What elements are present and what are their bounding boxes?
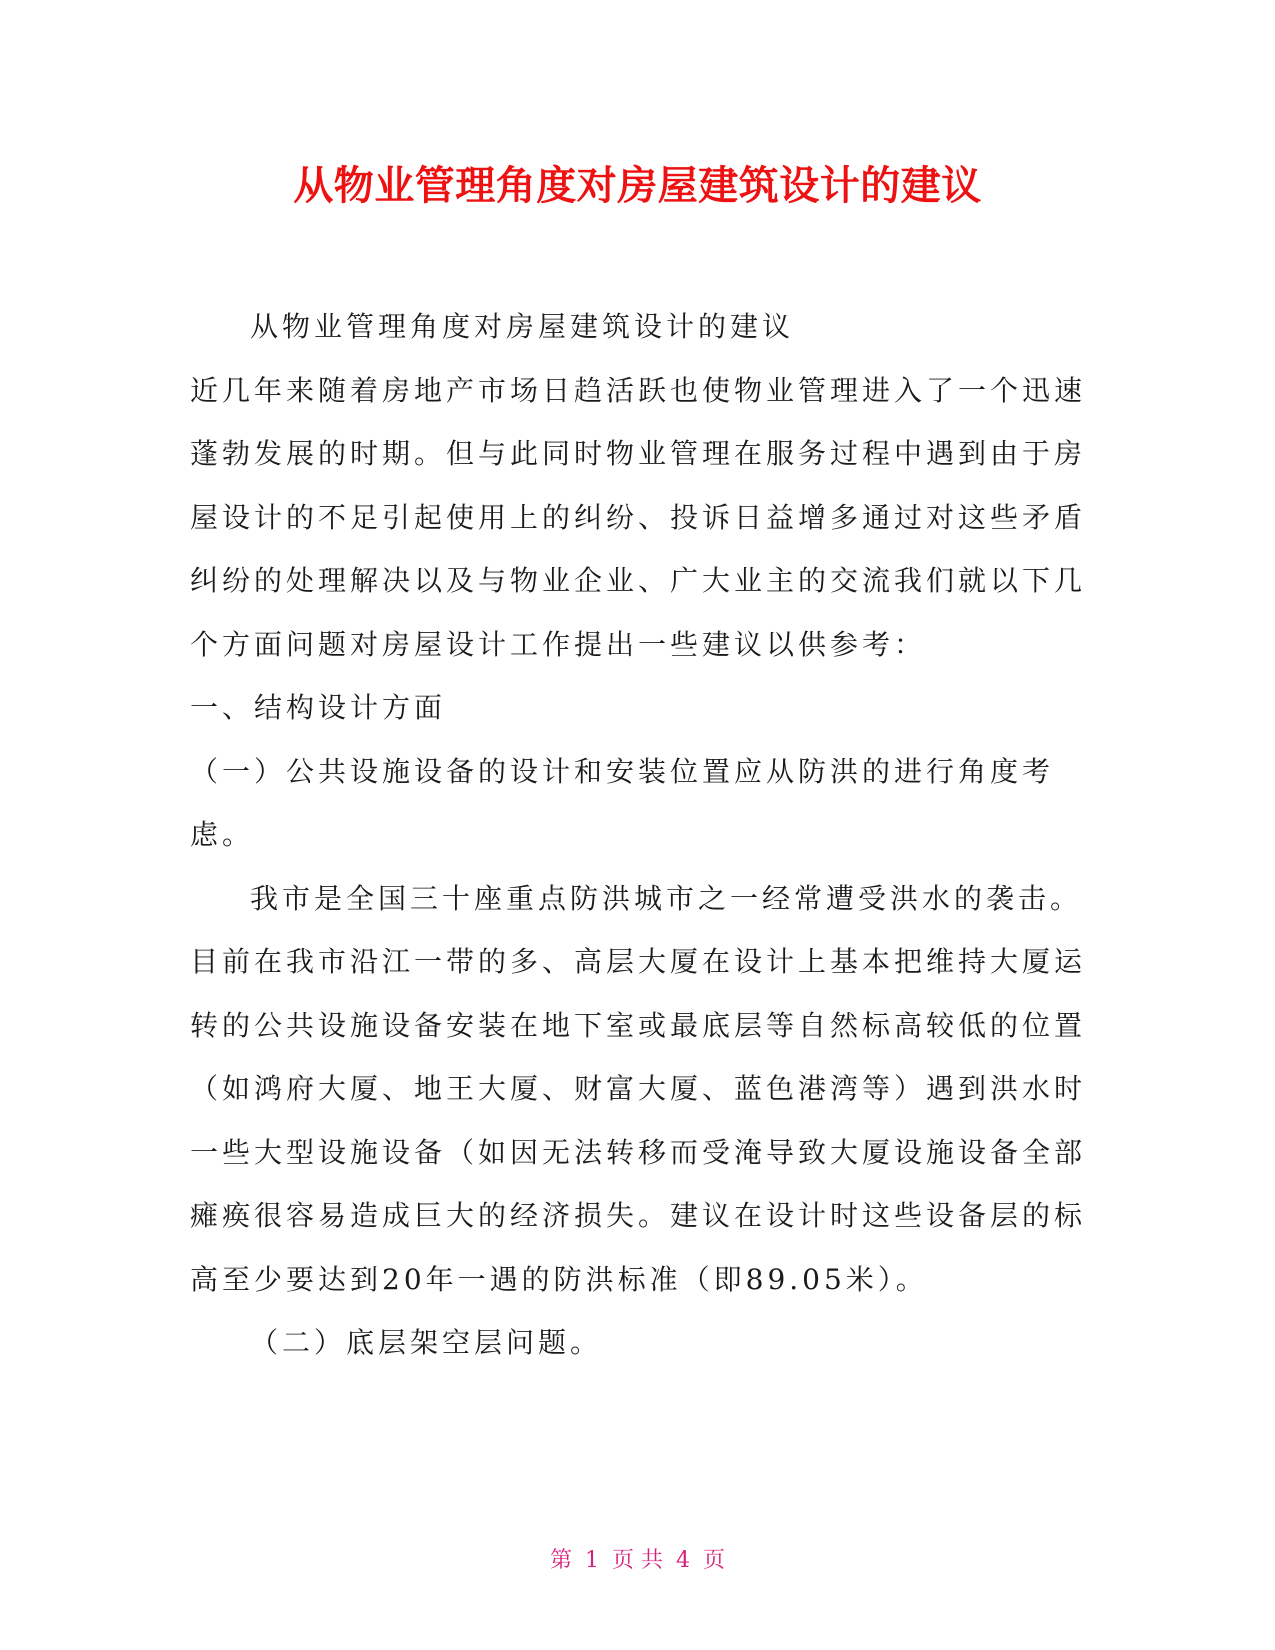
document-body bbox=[190, 295, 1090, 1375]
subsection-heading-2: （二）底层架空层问题。 bbox=[250, 1326, 603, 1359]
subsection-heading-1: （一）公共设施设备的设计和安装位置应从防洪的进行角度考虑。 bbox=[190, 754, 1055, 851]
intro-paragraph: 近几年来随着房地产市场日趋活跃也使物业管理进入了一个迅速蓬勃发展的时期。但与此同时物业管理在服务过程中遇到由于房屋设计的不足引起使用上的纠纷、投诉日益增多通过对这些矛盾纠纷的处理解决以及与物业企业、广大业主的交流我们就以下几个方面问题对房屋设计工作提出一些建议以供参考： bbox=[190, 373, 1087, 661]
subtitle-paragraph: 从物业管理角度对房屋建筑设计的建议 bbox=[250, 310, 795, 343]
footer-mid: 页 共 bbox=[612, 1548, 663, 1573]
section-heading-structure: 一、结构设计方面 bbox=[190, 691, 447, 724]
footer-suffix: 页 bbox=[703, 1548, 726, 1573]
flood-paragraph: 我市是全国三十座重点防洪城市之一经常遭受洪水的袭击。目前在我市沿江一带的多、高层大厦在设计上基本把维持大厦运转的公共设施设备安装在地下室或最底层等自然标高较低的位置（如鸿府大厦、地王大厦、财富大厦、蓝色港湾等）遇到洪水时一些大型设施设备（如因无法转移而受淹导致大厦设施设备全部瘫痪很容易造成巨大的经济损失。建议在设计时这些设备层的标高至少要达到20年一遇的防洪标准（即89.05米）。 bbox=[190, 881, 1087, 1296]
footer-prefix: 第 bbox=[549, 1548, 572, 1573]
document-title: 从物业管理角度对房屋建筑设计的建议 bbox=[293, 163, 982, 209]
page-footer bbox=[0, 1543, 1275, 1574]
footer-total-pages: 4 bbox=[676, 1548, 690, 1573]
footer-current-page: 1 bbox=[585, 1548, 599, 1573]
